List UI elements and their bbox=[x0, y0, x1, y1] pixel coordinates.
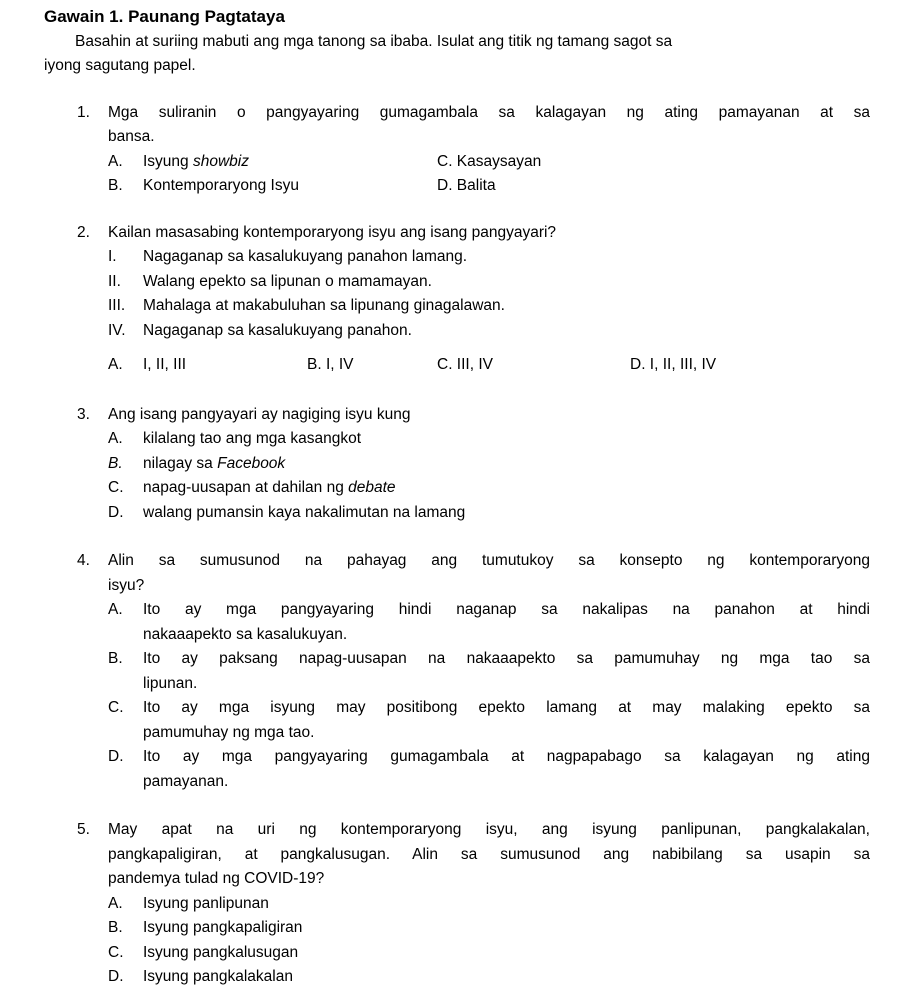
question-2-text: Kailan masasabing kontemporaryong isyu ang isang pangyayari? bbox=[108, 223, 557, 241]
option-a-text bbox=[143, 598, 870, 647]
question-1-option-row-2 bbox=[108, 174, 870, 199]
instructions-paragraph bbox=[44, 30, 870, 79]
option-a-label: A. bbox=[108, 430, 123, 447]
question-1 bbox=[44, 101, 915, 199]
question-2-body bbox=[108, 221, 870, 378]
question-5-option-b bbox=[108, 916, 870, 941]
question-3-body bbox=[108, 403, 870, 526]
question-3 bbox=[44, 403, 915, 526]
option-c-text: Isyung pangkalusugan bbox=[143, 943, 299, 961]
statement-3-numeral: III. bbox=[108, 297, 126, 314]
question-4-number: 4. bbox=[77, 552, 90, 569]
answer-a-text: I, II, III bbox=[143, 356, 187, 373]
option-b-text bbox=[143, 455, 285, 472]
question-4-option-c bbox=[108, 696, 870, 745]
option-b-text-plain: nilagay sa bbox=[143, 454, 218, 472]
option-a-label: A. bbox=[108, 152, 123, 170]
statement-3-text: Mahalaga at makabuluhan sa lipunang ginagalawan. bbox=[143, 297, 505, 314]
question-1-text-line-1: Mga suliranin o pangyayaring gumagambala sa kalagayan ng ating pamayanan at sa bbox=[108, 103, 870, 121]
activity-title: Gawain 1. Paunang Pagtataya bbox=[44, 7, 285, 26]
question-3-number: 3. bbox=[77, 405, 90, 423]
option-d-label: D. bbox=[108, 748, 124, 765]
instructions-line-1: Basahin at suriing mabuti ang mga tanong sa ibaba. Isulat ang titik ng tamang sagot sa bbox=[75, 32, 673, 50]
option-d-text: Isyung pangkalakalan bbox=[143, 968, 293, 985]
option-b-label: B. bbox=[108, 177, 123, 194]
question-4-option-a bbox=[108, 598, 870, 647]
question-1-option-row-1 bbox=[108, 150, 870, 175]
answer-choice-d: D. I, II, III, IV bbox=[630, 356, 717, 373]
question-1-number: 1. bbox=[77, 103, 90, 121]
answer-choice-b: B. I, IV bbox=[307, 356, 354, 373]
option-c-line-1: Ito ay mga isyung may positibong epekto lamang at may malaking epekto sa bbox=[143, 699, 870, 716]
question-5-text-line-3: pandemya tulad ng COVID-19? bbox=[108, 870, 325, 887]
option-a-text-plain: Isyung bbox=[143, 152, 193, 170]
option-c-label: C. bbox=[108, 699, 124, 716]
option-a-label: A. bbox=[108, 894, 123, 912]
statement-2-numeral: II. bbox=[108, 272, 121, 290]
question-4-text-line-1: Alin sa sumusunod na pahayag ang tumutukoy sa konsepto ng kontemporaryong bbox=[108, 552, 870, 569]
instructions-line-2: iyong sagutang papel. bbox=[44, 57, 196, 74]
question-5-number: 5. bbox=[77, 821, 90, 838]
option-b-label: B. bbox=[108, 650, 123, 667]
question-5 bbox=[44, 818, 915, 990]
option-b-text-italic: Facebook bbox=[217, 454, 286, 472]
option-c-line-2: pamumuhay ng mga tao. bbox=[143, 723, 315, 741]
option-b-line-2: lipunan. bbox=[143, 674, 198, 692]
statement-1-text: Nagaganap sa kasalukuyang panahon lamang. bbox=[143, 248, 468, 265]
option-b-text: Kontemporaryong Isyu bbox=[143, 177, 299, 194]
option-d-text: D. Balita bbox=[437, 177, 496, 194]
option-a-text: Isyung panlipunan bbox=[143, 894, 269, 912]
question-4-option-b bbox=[108, 647, 870, 696]
question-5-option-d bbox=[108, 965, 870, 990]
option-a-label: A. bbox=[108, 601, 123, 618]
option-d-line-1: Ito ay mga pangyayaring gumagambala at nagpapabago sa kalagayan ng ating bbox=[143, 748, 870, 765]
statement-1 bbox=[108, 245, 870, 270]
question-3-option-b bbox=[108, 452, 870, 477]
statement-4-numeral: IV. bbox=[108, 321, 126, 339]
option-c-text-italic: debate bbox=[348, 479, 396, 496]
option-d-line-2: pamayanan. bbox=[143, 772, 229, 790]
option-b-text bbox=[143, 647, 870, 696]
option-a-line-1: Ito ay mga pangyayaring hindi naganap sa nakalipas na panahon at hindi bbox=[143, 601, 870, 618]
question-3-text: Ang isang pangyayari ay nagiging isyu kung bbox=[108, 405, 411, 423]
question-3-option-c bbox=[108, 476, 870, 501]
answer-choice-c: C. III, IV bbox=[437, 356, 493, 373]
statement-1-numeral: I. bbox=[108, 248, 117, 265]
option-b-text: Isyung pangkapaligiran bbox=[143, 919, 303, 936]
option-c-text bbox=[143, 479, 396, 496]
question-1-body bbox=[108, 101, 870, 199]
option-d-label: D. bbox=[108, 968, 124, 985]
question-1-text-line-2: bansa. bbox=[108, 128, 155, 145]
option-b-label: B. bbox=[108, 454, 123, 472]
option-a-text: kilalang tao ang mga kasangkot bbox=[143, 430, 362, 447]
option-c-text-plain: napag-uusapan at dahilan ng bbox=[143, 479, 349, 496]
question-4 bbox=[44, 549, 915, 794]
statement-4-text: Nagaganap sa kasalukuyang panahon. bbox=[143, 321, 412, 339]
option-c-label: C. bbox=[108, 943, 124, 961]
option-d-text: walang pumansin kaya nakalimutan na lamang bbox=[143, 503, 466, 521]
option-d-label: D. bbox=[108, 503, 124, 521]
statement-2-text: Walang epekto sa lipunan o mamamayan. bbox=[143, 272, 432, 290]
question-5-text-line-2: pangkapaligiran, at pangkalusugan. Alin sa sumusunod ang nabibilang sa usapin sa bbox=[108, 845, 870, 863]
option-c-text bbox=[143, 696, 870, 745]
question-4-text-line-2: isyu? bbox=[108, 576, 145, 594]
option-b-line-1: Ito ay paksang napag-uusapan na nakaaapekto sa pamumuhay ng mga tao sa bbox=[143, 650, 870, 667]
question-4-option-d bbox=[108, 745, 870, 794]
question-2-number: 2. bbox=[77, 223, 90, 241]
option-c-label: C. bbox=[108, 479, 124, 496]
option-b-label: B. bbox=[108, 919, 123, 936]
question-5-option-a bbox=[108, 892, 870, 917]
statement-3 bbox=[108, 294, 870, 319]
option-a-text bbox=[143, 153, 249, 170]
question-4-body bbox=[108, 549, 870, 794]
question-3-option-a bbox=[108, 427, 870, 452]
question-5-body bbox=[108, 818, 870, 990]
answer-a-label: A. bbox=[108, 356, 123, 373]
statement-2 bbox=[108, 270, 870, 295]
question-5-option-c bbox=[108, 941, 870, 966]
answer-choice-a bbox=[108, 353, 186, 378]
statement-4 bbox=[108, 319, 870, 344]
option-d-text bbox=[143, 745, 870, 794]
answer-choices-row bbox=[108, 353, 870, 378]
option-a-line-2: nakaaapekto sa kasalukuyan. bbox=[143, 625, 348, 643]
option-a-text-italic: showbiz bbox=[192, 152, 249, 170]
question-2 bbox=[44, 221, 915, 378]
question-3-option-d bbox=[108, 501, 870, 526]
question-5-text-line-1: May apat na uri ng kontemporaryong isyu, ang isyung panlipunan, pangkalakalan, bbox=[108, 821, 870, 838]
option-c-text: C. Kasaysayan bbox=[437, 152, 542, 170]
